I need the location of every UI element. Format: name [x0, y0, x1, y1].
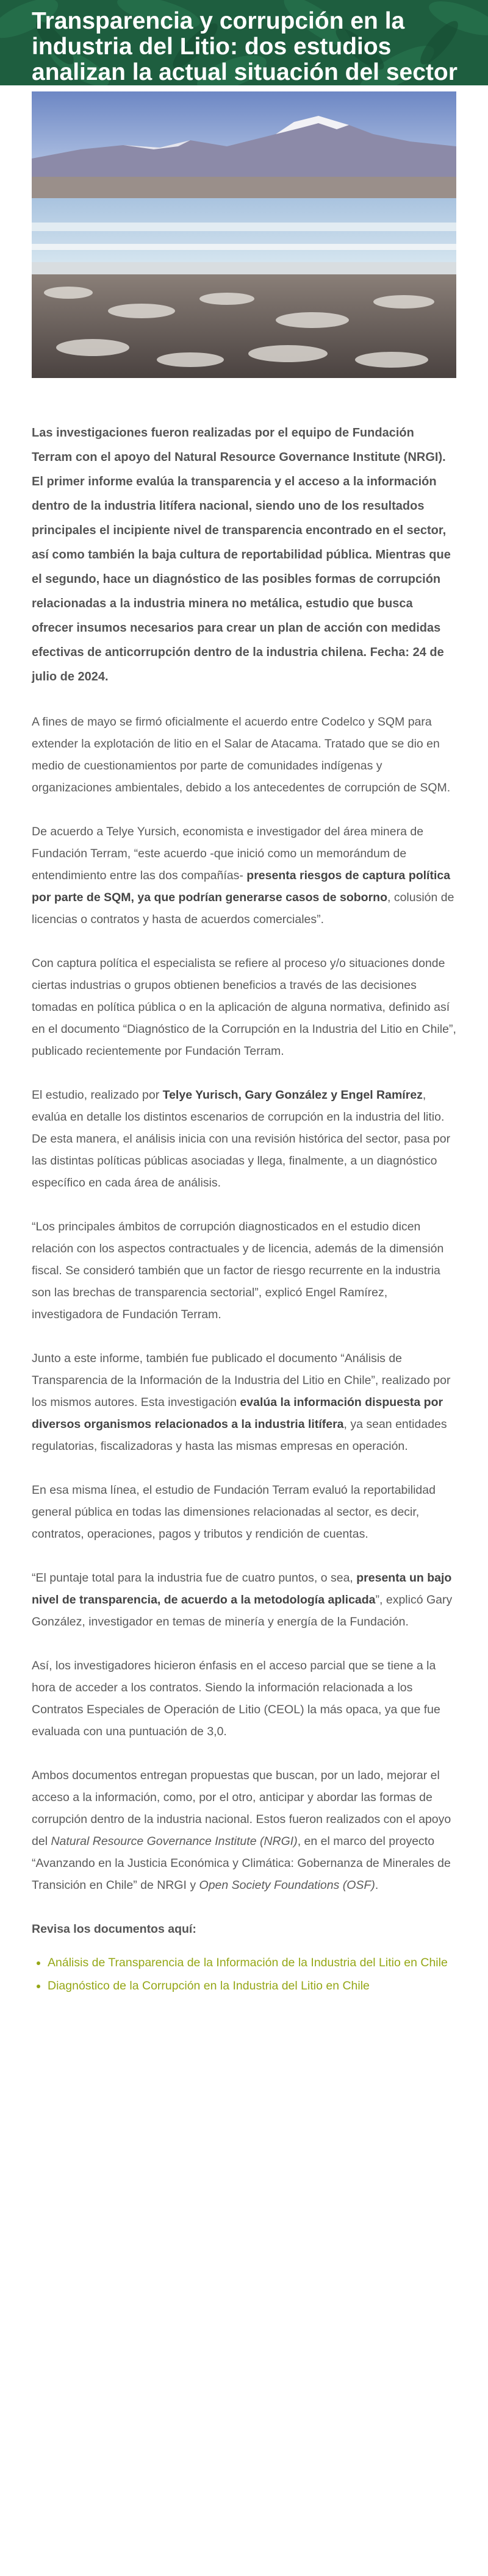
bold-text: presenta un bajo nivel de transparencia, de acuerdo a la metodología aplicada	[32, 1571, 452, 1607]
salt-flat-landscape-icon	[32, 91, 456, 378]
bold-text: presenta riesgos de captura política por parte de SQM, ya que podrían generarse casos de soborno	[32, 869, 451, 904]
page-title: Transparencia y corrupción en la industria del Litio: dos estudios analizan la actual situación del sector	[32, 8, 458, 85]
documents-list	[32, 1952, 456, 1996]
document-link-transparencia[interactable]: Análisis de Transparencia de la Información de la Industria del Litio en Chile	[48, 1956, 448, 1969]
paragraph-6: Junto a este informe, también fue publicado el documento “Análisis de Transparencia de la Información de la Industria del Litio en Chile”, realizado por los mismos autores. Esta investigación evalúa la información dispuesta por diversos organismos relacionados a la industria litífera, ya sean entidades regulatorias, fiscalizadoras y hasta las mismas empresas en operación.	[32, 1352, 451, 1453]
title-banner	[0, 0, 488, 85]
bold-text: Telye Yurisch, Gary González y Engel Ramírez	[162, 1088, 423, 1102]
italic-text: Natural Resource Governance Institute (NRGI)	[51, 1835, 298, 1848]
paragraph-10: Ambos documentos entregan propuestas que buscan, por un lado, mejorar el acceso a la información, como, por el otro, anticipar y abordar las formas de corrupción dentro de la industria nacional. Estos fueron realizados con el apoyo del Natural Resource Governance Institute (NRGI), en el marco del proyecto “Avanzando en la Justicia Económica y Climática: Gobernanza de Minerales de Transición en Chile” de NRGI y Open Society Foundations (OSF).	[32, 1769, 451, 1892]
paragraph-3: Con captura política el especialista se refiere al proceso y/o situaciones donde ciertas industrias o grupos obtienen beneficios a través de las decisiones tomadas en política pública o en la aplicación de alguna normativa, definido así en el documento “Diagnóstico de la Corrupción en la Industria del Litio en Chile”, publicado recientemente por Fundación Terram.	[32, 957, 456, 1058]
documents-heading: Revisa los documentos aquí:	[32, 1922, 196, 1936]
hero-image	[32, 91, 456, 378]
paragraph-4: El estudio, realizado por Telye Yurisch, Gary González y Engel Ramírez, evalúa en detalle los distintos escenarios de corrupción en la industria del litio. De esta manera, el análisis inicia con una revisión histórica del sector, pasa por las distintas políticas públicas asociadas y llega, finalmente, a un diagnóstico específico en cada área de análisis.	[32, 1088, 451, 1190]
bold-text: evalúa la información dispuesta por diversos organismos relacionados a la industria litífera	[32, 1396, 443, 1431]
article-body	[32, 421, 456, 1999]
italic-text: Open Society Foundations (OSF)	[199, 1878, 375, 1892]
list-item	[48, 1975, 456, 1996]
paragraph-7: En esa misma línea, el estudio de Fundación Terram evaluó la reportabilidad general pública en todas las dimensiones relacionadas al sector, es decir, contratos, operaciones, pagos y tributos y rendición de cuentas.	[32, 1483, 436, 1541]
paragraph-9: Así, los investigadores hicieron énfasis en el acceso parcial que se tiene a la hora de acceder a los contratos. Siendo la información relacionada a los Contratos Especiales de Operación de Litio (CEOL) la más opaca, ya que fue evaluada con una puntuación de 3,0.	[32, 1659, 440, 1738]
paragraph-8: “El puntaje total para la industria fue de cuatro puntos, o sea, presenta un bajo nivel de transparencia, de acuerdo a la metodología aplicada”, explicó Gary González, investigador en temas de minería y energía de la Fundación.	[32, 1571, 453, 1629]
paragraph-1: A fines de mayo se firmó oficialmente el acuerdo entre Codelco y SQM para extender la explotación de litio en el Salar de Atacama. Tratado que se dio en medio de cuestionamientos por parte de comunidades indígenas y organizaciones ambientales, debido a los antecedentes de corrupción de SQM.	[32, 715, 451, 794]
paragraph-2: De acuerdo a Telye Yursich, economista e investigador del área minera de Fundación Terram, “este acuerdo -que inició como un memorándum de entendimiento entre las dos compañías- presenta riesgos de captura política por parte de SQM, ya que podrían generarse casos de soborno, colusión de licencias o contratos y hasta de acuerdos comerciales”.	[32, 825, 454, 926]
list-item	[48, 1952, 456, 1973]
paragraph-5: “Los principales ámbitos de corrupción diagnosticados en el estudio dicen relación con los aspectos contractuales y de licencia, además de la dimensión fiscal. Se consideró también que un factor de riesgo recurrente en la industria son las brechas de transparencia sectorial”, explicó Engel Ramírez, investigadora de Fundación Terram.	[32, 1220, 444, 1321]
lead-paragraph: Las investigaciones fueron realizadas por el equipo de Fundación Terram con el apoyo del Natural Resource Governance Institute (NRGI). El primer informe evalúa la transparencia y el acceso a la información dentro de la industria litífera nacional, siendo uno de los resultados principales el incipiente nivel de transparencia encontrado en el sector, así como también la baja cultura de reportabilidad pública. Mientras que el segundo, hace un diagnóstico de las posibles formas de corrupción relacionadas a la industria minera no metálica, estudio que busca ofrecer insumos necesarios para crear un plan de acción con medidas efectivas de anticorrupción dentro de la industria chilena. Fecha: 24 de julio de 2024.	[32, 426, 451, 683]
document-link-corrupcion[interactable]: Diagnóstico de la Corrupción en la Industria del Litio en Chile	[48, 1979, 370, 1993]
